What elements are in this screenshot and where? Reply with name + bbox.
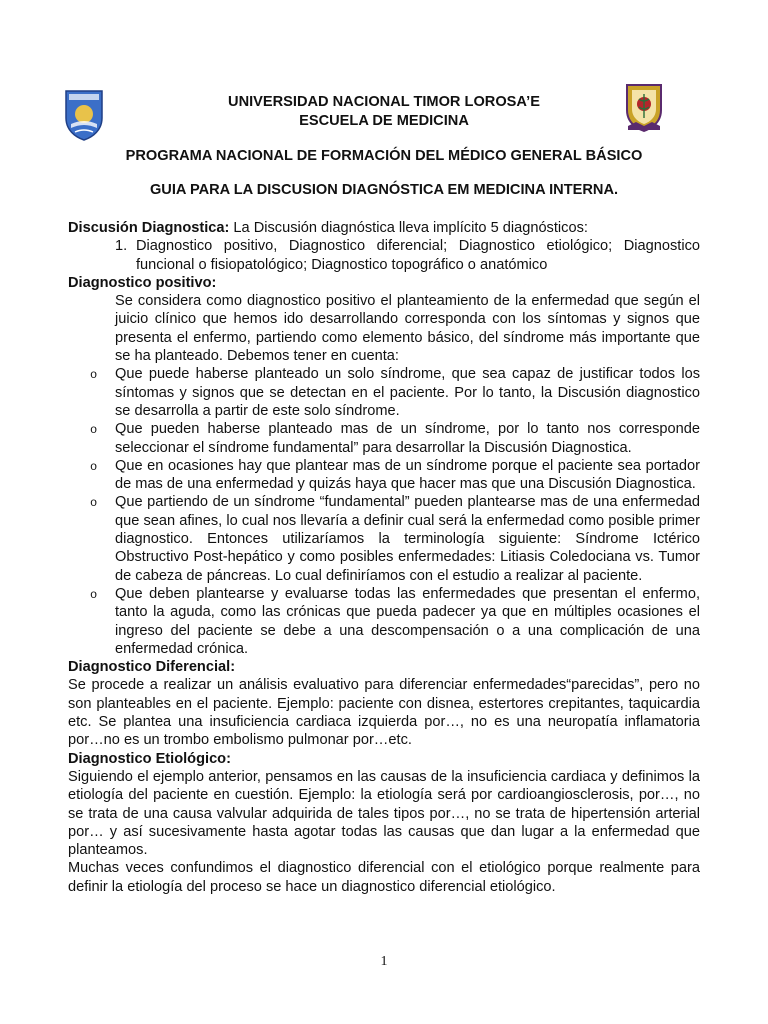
bullet-marker: o — [90, 587, 98, 602]
section-title-etiologico: Diagnostico Etiológico: — [68, 750, 231, 767]
intro-text: La Discusión diagnóstica lleva implícito 5 diagnósticos: — [229, 220, 588, 236]
university-name: UNIVERSIDAD NACIONAL TIMOR LOROSA’E — [228, 94, 540, 110]
bullet-text: Que partiendo de un síndrome “fundamental” pueden plantearse mas de una enfermedad que sean afines, lo cual nos llevaría a definir cual será la enfermedad como posible primer diagnostico. Entonces utilizaríamos la terminología siguiente: Síndrome Ictérico Obstructivo Post-hepático y como posibles enfermedades: Litiasis Coledociana vs. Tumor de cabeza de páncreas. Lo cual definiríamos con el estudio a realizar al paciente. — [115, 494, 700, 584]
document-body — [68, 219, 700, 896]
section-title-positivo: Diagnostico positivo: — [68, 274, 217, 291]
list-item — [68, 420, 700, 457]
list-item — [68, 585, 700, 658]
bullet-text: Que puede haberse planteado un solo síndrome, que sea capaz de justificar todos los síntomas y signos que se detectan en el paciente. Por lo tanto, la Discusión diagnostico se desarrolla a partir de este solo síndrome. — [115, 366, 700, 419]
list-item — [68, 457, 700, 494]
guide-title: GUIA PARA LA DISCUSION DIAGNÓSTICA EM MEDICINA INTERNA. — [149, 182, 619, 198]
section-title-diferencial: Diagnostico Diferencial: — [68, 659, 236, 676]
intro-paragraph — [68, 219, 700, 237]
bullet-marker: o — [90, 496, 98, 511]
etiologico-paragraph-2: Muchas veces confundimos el diagnostico diferencial con el etiológico porque realmente para definir la etiología del proceso se hace un diagnostico diferencial etiológico. — [68, 860, 700, 895]
list-item — [68, 365, 700, 420]
list-item-text: Diagnostico positivo, Diagnostico diferencial; Diagnostico etiológico; Diagnostico funcional o fisiopatológico; Diagnostico topográfico o anatómico — [136, 238, 700, 273]
program-title: PROGRAMA NACIONAL DE FORMACIÓN DEL MÉDICO GENERAL BÁSICO — [125, 148, 643, 164]
school-name: ESCUELA DE MEDICINA — [299, 113, 469, 129]
positivo-bullet-list — [68, 365, 700, 658]
bullet-text: Que pueden haberse planteado mas de un síndrome, por lo tanto nos corresponde seleccionar el síndrome fundamental” para desarrollar la Discusión Diagnostica. — [115, 421, 700, 456]
list-item — [115, 237, 700, 274]
intro-label: Discusión Diagnostica: — [68, 220, 230, 236]
etiologico-paragraph: Siguiendo el ejemplo anterior, pensamos en las causas de la insuficiencia cardiaca y definimos la etiología del paciente en cuestión. Ejemplo: la etiología será por cardioangiosclerosis, por…, no se trata de una causa valvular adquirida de tales tipos por…, no se trata de hipertensión arterial por… y así sucesivamente hasta agotar todas las causas que dan lugar a la enfermedad que planteamos. — [68, 768, 700, 859]
bullet-marker: o — [90, 368, 98, 383]
bullet-marker: o — [90, 459, 98, 474]
list-number: 1. — [115, 238, 128, 255]
list-item — [68, 493, 700, 584]
bullet-marker: o — [90, 423, 98, 438]
bullet-text: Que deben plantearse y evaluarse todas las enfermedades que presentan el enfermo, tanto la aguda, como las crónicas que pueda padecer ya que en múltiples ocasiones el ingreso del paciente se debe a una descompensación o a una complicación de una enfermedad crónica. — [115, 585, 700, 657]
diferencial-paragraph: Se procede a realizar un análisis evaluativo para diferenciar enfermedades“parecidas”, pero no son planteables en el paciente. Ejemplo: paciente con disnea, estertores crepitantes, taquicardia etc. Se plantea una insuficiencia cardiaca izquierda por…, no es una neuropatía inflamatoria por…no es un trombo embolismo pulmonar por…etc. — [68, 677, 700, 749]
page-number: 1 — [380, 954, 388, 969]
positivo-paragraph: Se considera como diagnostico positivo el planteamiento de la enfermedad que según el juicio clínico que hemos ido desarrollando corresponda con los síntomas y signos que presenta el enfermo, partiendo como elemento básico, del síndrome más importante que se ha planteado. Debemos tener en cuenta: — [115, 293, 700, 365]
bullet-text: Que en ocasiones hay que plantear mas de un síndrome porque el paciente sea portador de mas de una enfermedad y quizás haya que hacer mas que una Discusión Diagnostica. — [115, 457, 700, 493]
diagnosis-types-list — [115, 237, 700, 274]
